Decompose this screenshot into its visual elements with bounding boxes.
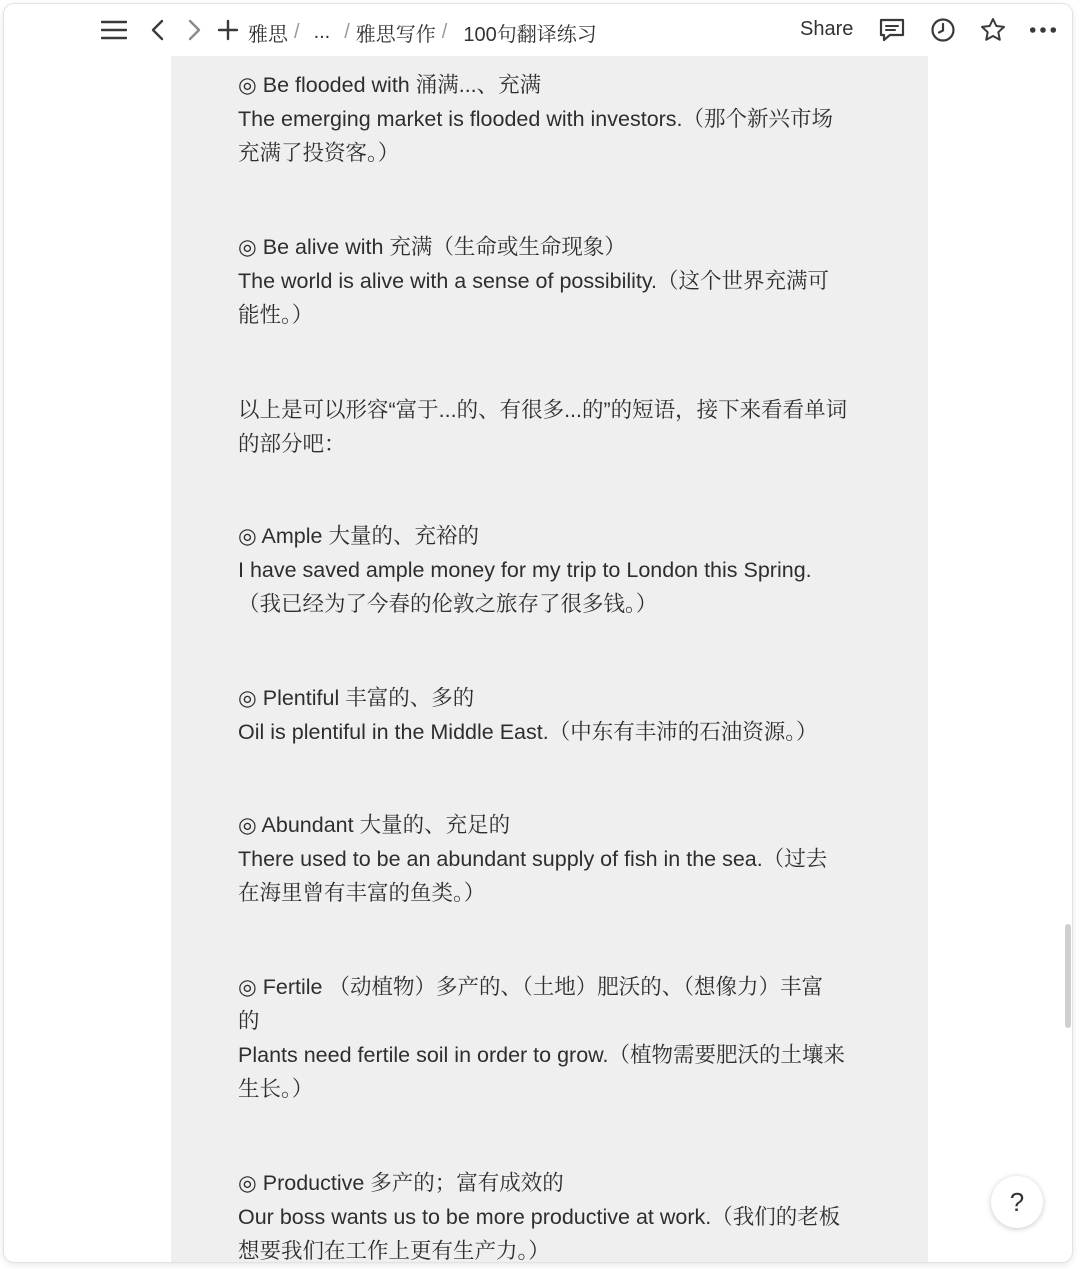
block-heading: ◎ Ample 大量的、充裕的 [238,524,479,548]
page-content [171,56,928,1262]
breadcrumb-item[interactable]: 雅思 [248,24,288,46]
block-line: Plants need fertile soil in order to grow.（植物需要肥沃的土壤来 [238,1043,845,1067]
clock-icon[interactable] [929,16,957,44]
text-block [238,230,908,332]
star-icon[interactable] [979,16,1007,44]
breadcrumb-item[interactable]: ... [313,21,331,43]
block-heading: ◎ Productive 多产的；富有成效的 [238,1171,564,1195]
block-heading: 以上是可以形容“富于...的、有很多...的”的短语，接下来看看单词 [238,398,848,422]
text-block [238,681,908,749]
more-icon[interactable] [1029,16,1057,44]
breadcrumb [248,18,597,47]
breadcrumb-separator: / [441,21,448,43]
breadcrumb-separator: / [294,21,300,43]
block-heading: ◎ Be flooded with 涌满...、充满 [238,73,542,97]
block-line: 的部分吧： [238,432,346,456]
block-line: Oil is plentiful in the Middle East.（中东有丰沛的石油资源。） [238,720,818,744]
block-line: 想要我们在工作上更有生产力。） [238,1239,550,1262]
share-button[interactable]: Share [800,18,854,40]
comment-icon[interactable] [878,16,906,44]
block-line: Our boss wants us to be more productive at work.（我们的老板 [238,1205,841,1229]
block-line: （我已经为了今春的伦敦之旅存了很多钱。） [238,592,658,616]
block-line: 充满了投资客。） [238,141,400,165]
app-window [4,4,1072,1262]
block-line: The emerging market is flooded with investors.（那个新兴市场 [238,107,834,131]
block-line: 能性。） [238,303,314,327]
breadcrumb-item[interactable]: 100句翻译练习 [463,24,597,46]
text-block [238,68,908,170]
text-block [238,519,908,621]
breadcrumb-item[interactable]: 雅思写作 [355,24,436,46]
chevron-right-icon[interactable] [180,16,208,44]
block-line: There used to be an abundant supply of fish in the sea.（过去 [238,847,828,871]
menu-icon[interactable] [100,16,128,44]
block-line: The world is alive with a sense of possibility.（这个世界充满可 [238,269,830,293]
text-block [238,393,908,461]
block-heading: ◎ Plentiful 丰富的、多的 [238,686,475,710]
block-heading: ◎ Abundant 大量的、充足的 [238,813,511,837]
text-block [238,808,908,910]
help-icon: ? [1009,1186,1025,1217]
top-bar [4,4,1072,56]
block-heading: ◎ Be alive with 充满（生命或生命现象） [238,235,626,259]
scrollbar-thumb[interactable] [1065,924,1071,1028]
text-block [238,970,908,1106]
block-line: 的 [238,1009,260,1033]
chevron-left-icon[interactable] [144,16,172,44]
block-line: 在海里曾有丰富的鱼类。） [238,881,486,905]
block-line: 生长。） [238,1077,314,1101]
plus-icon[interactable] [214,16,242,44]
block-heading: ◎ Fertile （动植物）多产的、（土地）肥沃的、（想像力）丰富 [238,975,823,999]
help-button[interactable] [991,1176,1043,1228]
breadcrumb-separator: / [344,21,350,43]
text-block [238,1166,908,1262]
block-line: I have saved ample money for my trip to London this Spring. [238,558,812,582]
